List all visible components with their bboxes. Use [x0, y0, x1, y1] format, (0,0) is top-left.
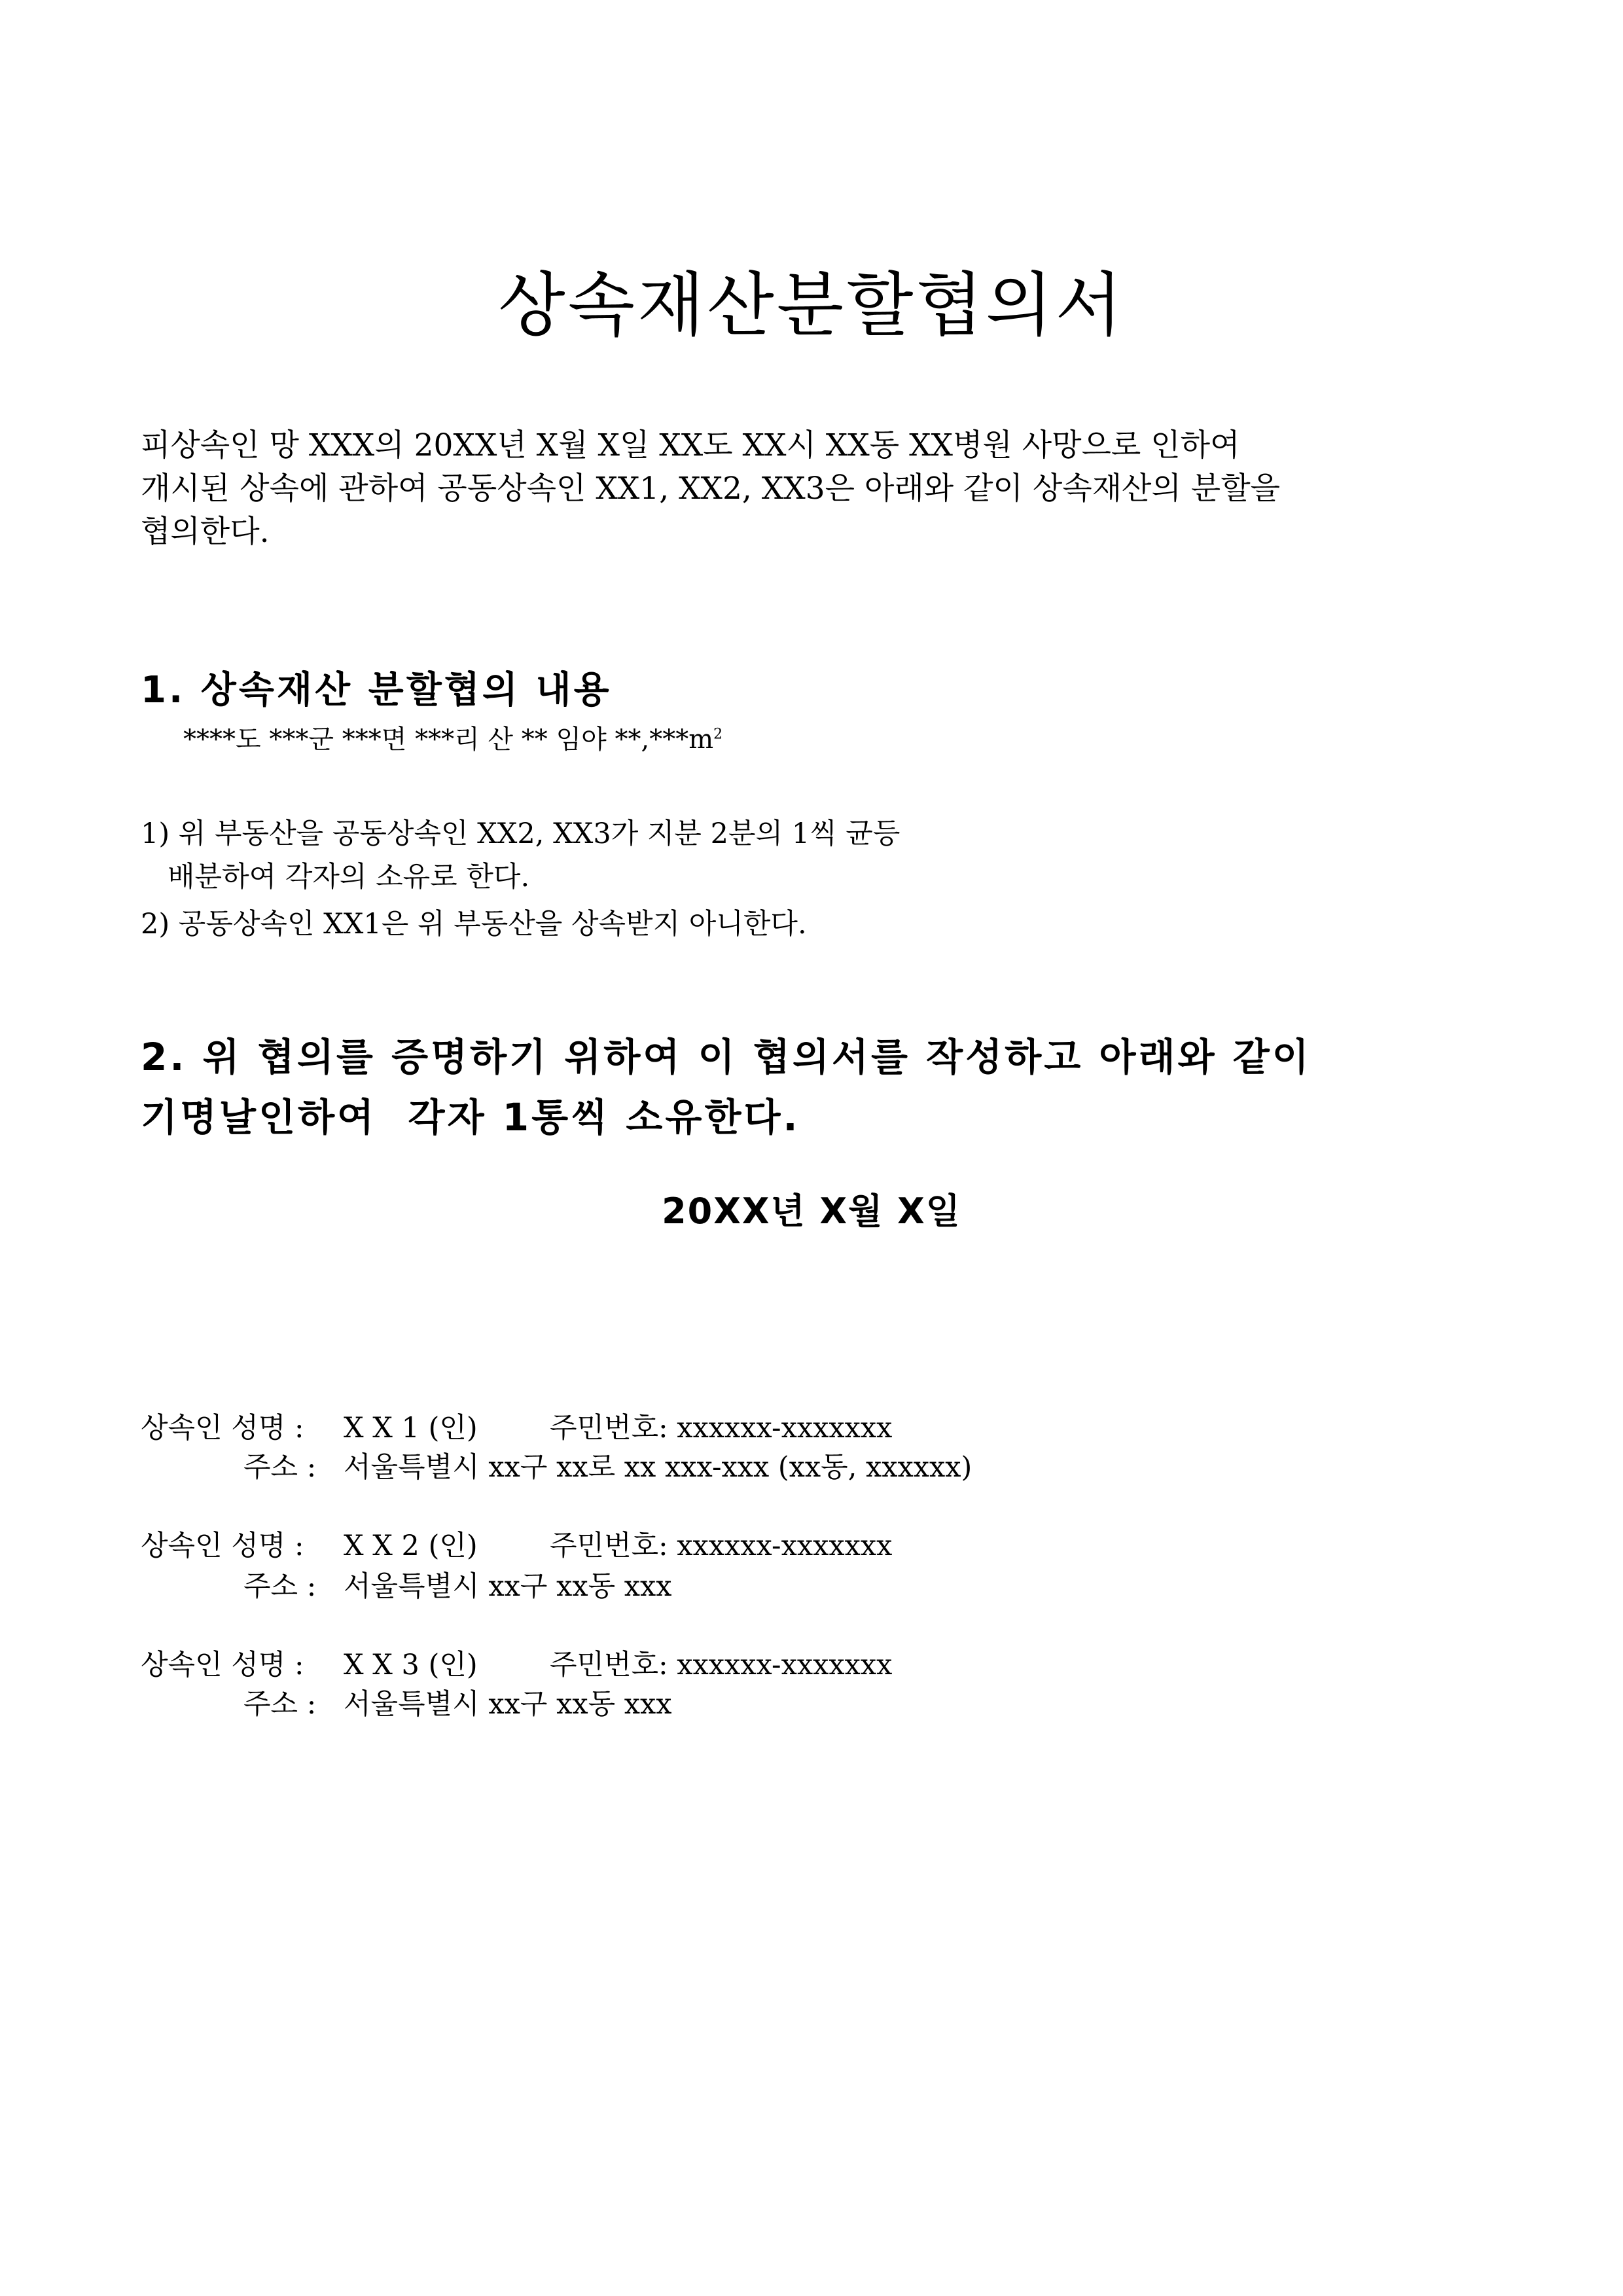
heir-name-label: 상속인 성명 :	[141, 1412, 304, 1444]
intro-line: 협의한다.	[141, 514, 270, 550]
intro-line: 개시된 상속에 관하여 공동상속인 XX1, XX2, XX3은 아래와 같이 상속재산의 분할을	[141, 471, 1281, 507]
heir-id-number: 주민번호: xxxxxx-xxxxxxx	[550, 1412, 893, 1444]
heir-address-label: 주소 :	[243, 1688, 317, 1721]
section1-heading: 1. 상속재산 분할협의 내용	[141, 669, 612, 711]
property-description	[183, 719, 722, 756]
document-title: 상속재산분할협의서	[498, 265, 1125, 346]
agreement-item-2: 2) 공동상속인 XX1은 위 부동산을 상속받지 아니한다.	[141, 908, 807, 941]
heir-name: X X 2 (인)	[344, 1530, 478, 1562]
heir-name: X X 3 (인)	[344, 1649, 478, 1681]
agreement-item-1: 1) 위 부동산을 공동상속인 XX2, XX3가 지분 2분의 1씩 균등	[141, 817, 901, 850]
intro-line: 피상속인 망 XXX의 20XX년 X월 X일 XX도 XX시 XX동 XX병원 사망으로 인하여	[141, 427, 1240, 463]
heir-name-label: 상속인 성명 :	[141, 1649, 304, 1681]
heir-name-label: 상속인 성명 :	[141, 1530, 304, 1562]
section2-line: 2. 위 협의를 증명하기 위하여 이 협의서를 작성하고 아래와 같이	[141, 1035, 1311, 1079]
heir-address: 서울특별시 xx구 xx로 xx xxx-xxx (xx동, xxxxxx)	[344, 1451, 972, 1484]
heir-address: 서울특별시 xx구 xx동 xxx	[344, 1688, 672, 1721]
property-unit-superscript: 2	[713, 726, 723, 743]
property-text: ****도 ***군 ***면 ***리 산 ** 임야 **,***m	[183, 725, 714, 755]
agreement-item-1-cont: 배분하여 각자의 소유로 한다.	[141, 861, 530, 893]
heir-name: X X 1 (인)	[344, 1412, 478, 1444]
heir-address-label: 주소 :	[243, 1451, 317, 1484]
document-date: 20XX년 X월 X일	[662, 1191, 961, 1232]
intro-paragraph	[141, 424, 1482, 554]
heir-address-label: 주소 :	[243, 1570, 317, 1603]
heir-address: 서울특별시 xx구 xx동 xxx	[344, 1570, 672, 1603]
section2-line: 기명날인하여 각자 1통씩 소유한다.	[141, 1095, 800, 1139]
heir-id-number: 주민번호: xxxxxx-xxxxxxx	[550, 1649, 893, 1681]
heir-id-number: 주민번호: xxxxxx-xxxxxxx	[550, 1530, 893, 1562]
